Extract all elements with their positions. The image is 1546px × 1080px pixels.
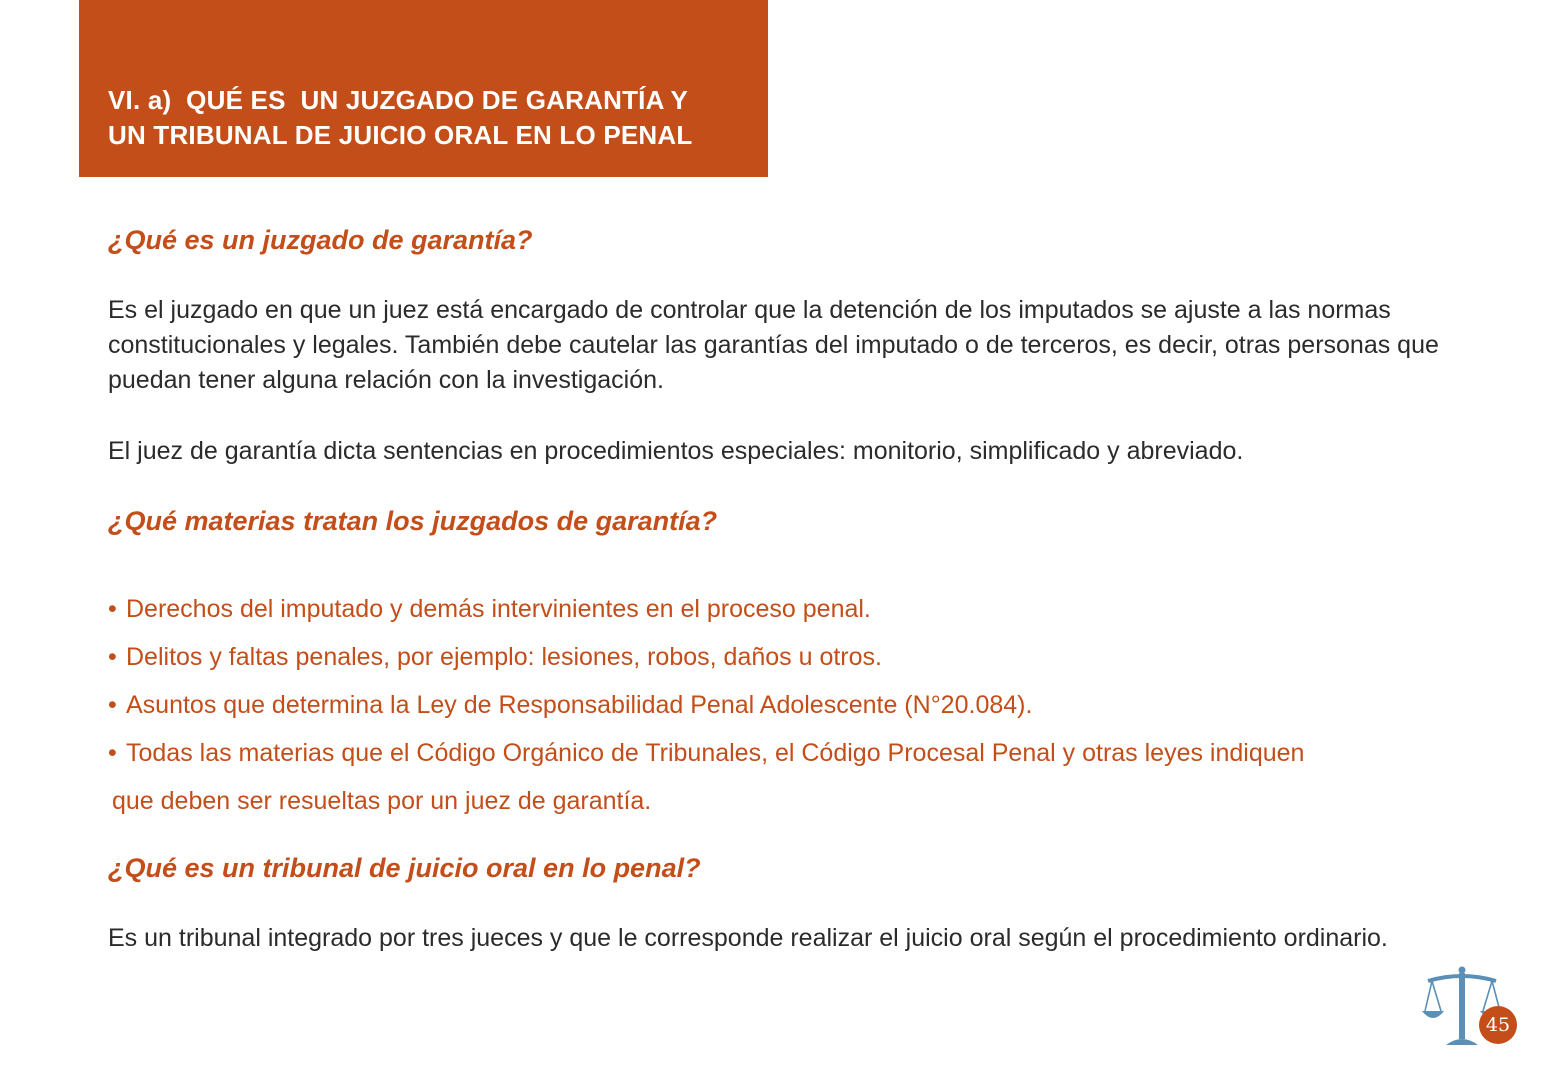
bullet-icon: • [108, 643, 117, 671]
list-item-text: Delitos y faltas penales, por ejemplo: lesiones, robos, daños u otros. [126, 643, 882, 671]
list-item [108, 729, 1453, 825]
heading-what-is-juzgado-garantia: ¿Qué es un juzgado de garantía? [108, 225, 533, 255]
page-number-badge: 45 [1479, 1006, 1517, 1044]
section-title-line2: UN TRIBUNAL DE JUICIO ORAL EN LO PENAL [108, 120, 693, 150]
list-item-text: Derechos del imputado y demás intervinientes en el proceso penal. [126, 595, 871, 623]
section-title-line1: VI. a) QUÉ ES UN JUZGADO DE GARANTÍA Y [108, 85, 689, 115]
heading-tribunal-juicio-oral: ¿Qué es un tribunal de juicio oral en lo penal? [108, 853, 701, 883]
list-item-text: Todas las materias que el Código Orgánico de Tribunales, el Código Procesal Penal y otras leyes indiquen [126, 739, 1305, 767]
list-item-text: Asuntos que determina la Ley de Responsabilidad Penal Adolescente (N°20.084). [126, 691, 1033, 719]
bullet-icon: • [108, 691, 117, 719]
bullet-icon: • [108, 739, 117, 767]
list-item [108, 585, 1453, 633]
bullet-icon: • [108, 595, 117, 623]
paragraph-tribunal-definition: Es un tribunal integrado por tres jueces y que le corresponde realizar el juicio oral según el procedimiento ordinario. [108, 924, 1388, 952]
section-header-block [79, 0, 768, 177]
list-item [108, 681, 1453, 729]
section-title [108, 83, 692, 153]
paragraph-juez-garantia-sentencias: El juez de garantía dicta sentencias en procedimientos especiales: monitorio, simplificado y abreviado. [108, 437, 1244, 465]
paragraph-juzgado-garantia-definition: Es el juzgado en que un juez está encargado de controlar que la detención de los imputados se ajuste a las normas constitucionales y legales. También debe cautelar las garantías del imputado o de terceros, es decir, otras personas que puedan tener alguna relación con la investigación. [108, 296, 1439, 394]
list-item [108, 633, 1453, 681]
materias-bullet-list [108, 585, 1453, 825]
heading-materias-juzgados: ¿Qué materias tratan los juzgados de garantía? [108, 506, 718, 536]
list-item-continuation: que deben ser resueltas por un juez de garantía. [112, 787, 652, 815]
